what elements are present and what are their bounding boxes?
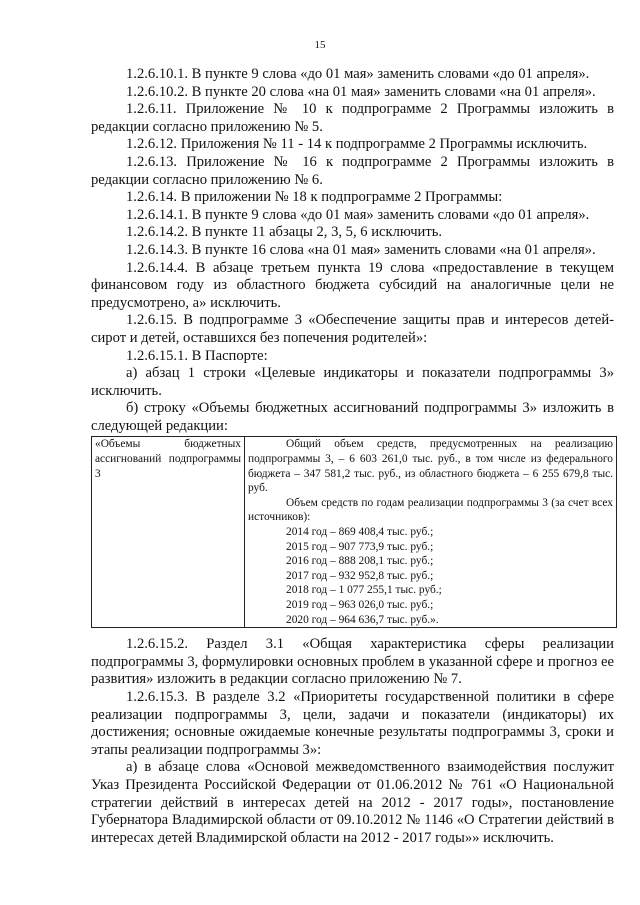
list-item: 2017 год – 932 952,8 тыс. руб.; bbox=[286, 569, 434, 582]
paragraph: б) строку «Объемы бюджетных ассигнований подпрограммы 3» изложить в следующей редакции: bbox=[91, 400, 614, 434]
paragraph: 1.2.6.13. Приложение № 16 к подпрограмме 2 Программы изложить в редакции согласно приложению № 6. bbox=[91, 153, 614, 188]
budget-table bbox=[91, 436, 617, 628]
list-item: 2014 год – 869 408,4 тыс. руб.; bbox=[286, 526, 434, 539]
list-item: 2018 год – 1 077 255,1 тыс. руб.; bbox=[286, 584, 442, 597]
paragraph: 1.2.6.12. Приложения № 11 - 14 к подпрограмме 2 Программы исключить. bbox=[126, 136, 588, 153]
paragraph: 1.2.6.14.2. В пункте 11 абзацы 2, 3, 5, 6 исключить. bbox=[126, 224, 443, 241]
list-item: 2015 год – 907 773,9 тыс. руб.; bbox=[286, 540, 434, 553]
list-item: 2016 год – 888 208,1 тыс. руб.; bbox=[286, 555, 434, 568]
paragraph: 1.2.6.10.2. В пункте 20 слова «на 01 мая» заменить словами «на 01 апреля». bbox=[126, 83, 596, 100]
table-cell-label: «Объемы бюджетных ассигнований подпрограммы 3 bbox=[92, 437, 245, 628]
paragraph: 1.2.6.15. В подпрограмме 3 «Обеспечение защиты прав и интересов детей-сирот и детей, оставшихся без попечения родителей»: bbox=[91, 312, 614, 346]
page-number: 15 bbox=[314, 39, 326, 51]
paragraph: 1.2.6.14.1. В пункте 9 слова «до 01 мая» заменить словами «до 01 апреля». bbox=[126, 206, 590, 223]
paragraph: 1.2.6.15.3. В разделе 3.2 «Приоритеты государственной политики в сфере реализации подпрограммы 3, цели, задачи и показатели (индикаторы) их достижения; основные ожидаемые конечные результаты подпрограммы 3, сроки и этапы реализации подпрограммы 3»: bbox=[91, 688, 614, 758]
paragraph: 1.2.6.14.4. В абзаце третьем пункта 19 слова «предоставление в текущем финансовом году из областного бюджета субсидий на аналогичные цели не предусмотрено, а» исключить. bbox=[91, 259, 614, 311]
list-item: 2019 год – 963 026,0 тыс. руб.; bbox=[286, 599, 434, 611]
paragraph: 1.2.6.10.1. В пункте 9 слова «до 01 мая» заменить словами «до 01 апреля». bbox=[126, 66, 590, 82]
document-body bbox=[91, 66, 614, 847]
paragraph: 1.2.6.14.3. В пункте 16 слова «на 01 мая» заменить словами «на 01 апреля». bbox=[126, 241, 596, 258]
paragraph: 1.2.6.15.2. Раздел 3.1 «Общая характеристика сферы реализации подпрограммы 3, формулировки основных проблем в указанной сфере и прогноз ее развития» изложить в редакции согласно приложению № 7. bbox=[91, 636, 614, 688]
paragraph: 1.2.6.14. В приложении № 18 к подпрограмме 2 Программы: bbox=[126, 189, 503, 206]
paragraph: 1.2.6.11. Приложение № 10 к подпрограмме 2 Программы изложить в редакции согласно приложению № 5. bbox=[91, 101, 614, 135]
table-cell-content bbox=[245, 437, 617, 628]
total-volume-text: Общий объем средств, предусмотренных на реализацию подпрограммы 3, – 6 603 261,0 тыс. руб., в том числе из федерального бюджета – 347 581,2 тыс. руб., из областного бюджета – 6 255 679,8 тыс. руб. bbox=[248, 438, 613, 495]
paragraph: а) в абзаце слова «Основой межведомственного взаимодействия послужит Указ Президента Российской Федерации от 01.06.2012 № 761 «О Национальной стратегии действий в интересах детей на 2012 - 2017 годы», постановление Губернатора Владимирской области от 09.10.2012 № 1146 «О Стратегии действий в интересах детей Владимирской области на 2012 - 2017 годы»» исключить. bbox=[91, 759, 614, 846]
years-list bbox=[248, 525, 613, 627]
paragraph: 1.2.6.15.1. В Паспорте: bbox=[126, 347, 268, 364]
paragraph: а) абзац 1 строки «Целевые индикаторы и показатели подпрограммы 3» исключить. bbox=[91, 365, 614, 399]
by-years-intro: Объем средств по годам реализации подпрограммы 3 (за счет всех источников): bbox=[248, 496, 613, 524]
list-item: 2020 год – 964 636,7 тыс. руб.». bbox=[286, 613, 439, 626]
table-row bbox=[92, 437, 617, 628]
